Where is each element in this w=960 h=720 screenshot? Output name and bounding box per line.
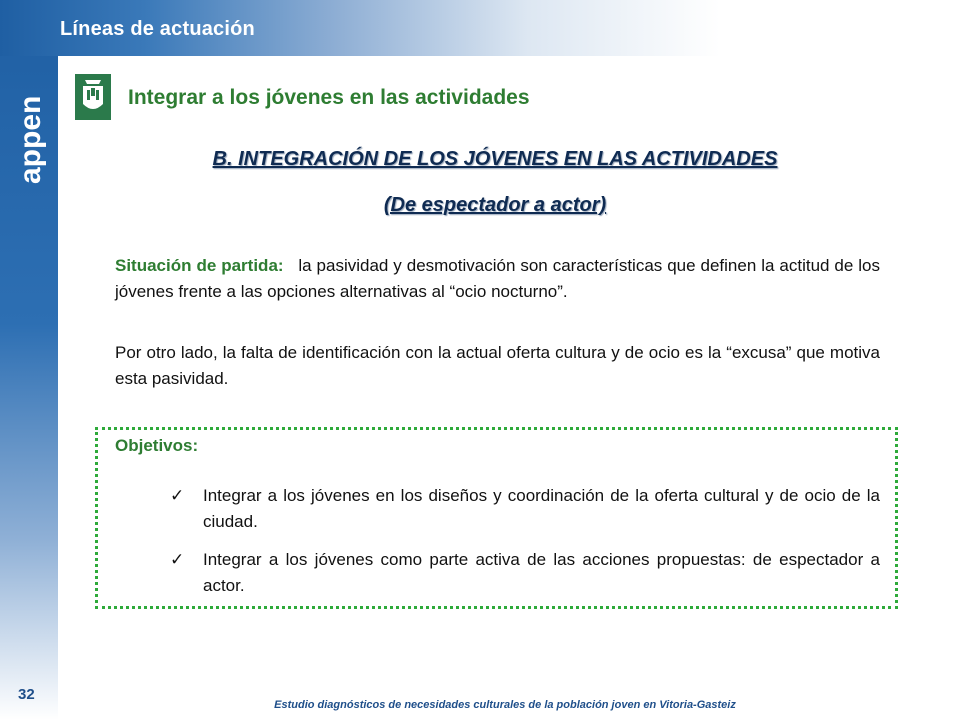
situation-paragraph (115, 253, 880, 305)
coat-of-arms-icon (75, 74, 111, 120)
objective-item (170, 483, 880, 535)
context-paragraph: Por otro lado, la falta de identificación con la actual oferta cultura y de ocio es la “excusa” que motiva esta pasividad. (115, 343, 880, 388)
section-title: Integrar a los jóvenes en las actividades (128, 86, 530, 109)
objective-text: Integrar a los jóvenes como parte activa de las acciones propuestas: de espectador a actor. (203, 550, 880, 595)
sub-heading: (De espectador a actor) (383, 194, 607, 216)
svg-text:appen: appen (14, 95, 47, 184)
page-number: 32 (18, 686, 35, 703)
main-heading: B. INTEGRACIÓN DE LOS JÓVENES EN LAS ACTIVIDADES (212, 148, 778, 170)
checkmark-icon: ✓ (170, 550, 185, 569)
checkmark-icon: ✓ (170, 486, 185, 505)
objective-item (170, 547, 880, 599)
situation-label: Situación de partida: (115, 256, 284, 275)
objectives-label: Objetivos: (115, 436, 199, 455)
situation-text: la pasividad y desmotivación son características que definen la actitud de los jóvenes frente a las opciones alternativas al “ocio nocturno”. (115, 256, 880, 301)
header-title: Líneas de actuación (60, 18, 255, 40)
footer-text: Estudio diagnósticos de necesidades culturales de la población joven en Vitoria-Gasteiz (274, 699, 736, 711)
objective-text: Integrar a los jóvenes en los diseños y coordinación de la oferta cultural y de ocio de la ciudad. (203, 486, 880, 531)
